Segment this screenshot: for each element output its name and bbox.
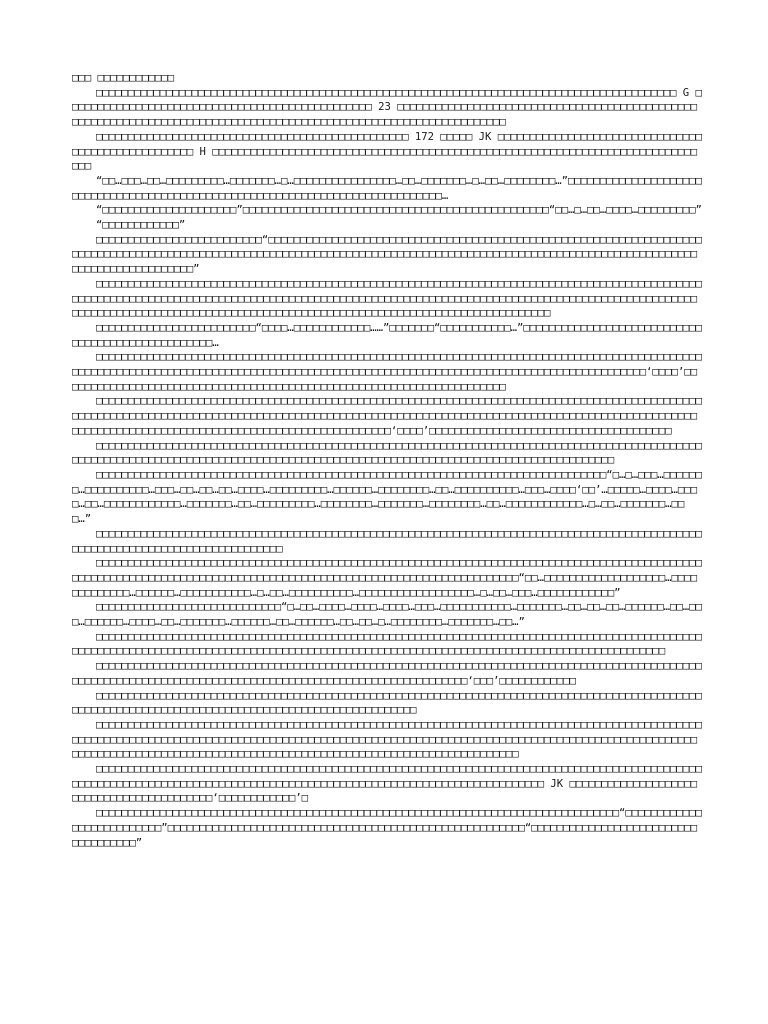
body-paragraph: □□□□□□□□□□□□□□□□□□□□□□□□□□□□□□□□□□□□□□□□□□□□□□□□□□□□□□□□□□□□□□□□□□□□□□□□□□□□□□□□□□□□□□□□□□□□□□□□□□□□□□□□□□□□□□□□□□□□□□□□□□□□□□□□□□□□□□□□□□□□□□□□□□□□□ [72,689,702,717]
body-paragraph: □□□□□□□□□□□□□□□□□□□□□□□□□□□□□□□□□□□□□□□□□□□□□□□□□□□□□□□□□□□□□□□□□□□□□□□□□□□□□□□□□□□□□□□□□□□□□□□□□□□□□□□□□□□□□□□□□□□□□□□□□□□□□□□□□□□□□□□□□□□□□□□□□□□□□□□□□□□□□‘□□□’□□□□□□□□□□□□ [72,660,702,687]
body-paragraph: □□□□□□□□□□□□□□□□□□□□□□□□□□□□□□□□□□□□□□□□□□□□□□□□□□□□□□□□□□□□□□□□□□□□□□□□□□□□□□□□□□□□□□□□□□□□□□□□□□□□□□□□□□□□□□□□□□□□□□□□□□□□□□□□□□□□□□□□□□□□□□□□□□□□□□□□□□□□□□□□□□□□□“□□…□□□□□□□□□□□□□□□□□□□…□□□□□□□□□□□□□…□□□□□□…□□□□□□□□□□□…□…□□…□□□□□□□□□□…□□□□□□□□□□□□□□□□□□…□…□□…□□□…□□□□□□□□□□□□” [72,557,702,599]
body-paragraph: □□□□□□□□□□□□□□□□□□□□□□□□□□□□□□□□□□□□□□□□□□□□□□□□□□□□□□□□□□□□□□□□□□□□□□□□□□□□□□□□□□□□□□□□□□□□□□□□□□□□□□□□□□□□□□□□□□□□□□□□□□□□□□□□□□□□□□□□□□□□□□□□□□□□□□□□□□□□□□□□□□□□□□□□□□□□□□□□□□□□□□□□□□□□□□□□□□□□□□□□□□□□□□□□□□□□□□□□□□□□□□□□□□□□□□□□□□□□□□□□□□□□□□□□□□□□□□□□□□□□□□□ [72,718,702,761]
body-paragraph: □□□□□□□□□□□□□□□□□□□□□□□□□□□□□□□□□□□□□□□□□□□□□□□□□□□□□□□□□□□□□□□□□□□□□□□□□□□□□□□□□□□□□□□□□□□□□□□□□□□□□□□□□□□□□□□□□□□□□□□□□□□□□□□□□□□□□□□□□□□□□□□□□□□□□□□□□□□□□□□□□□□□□□□□□□□□□□□□□□□□□□□□□□□□□□□□□□□□□□□□□□□□□□□□□□□□□□□□□□□□□□□□□□□□□□□□□□□□□□□□□□□‘□□□□’□□□□□□□□□□□□□□□□□□□□□□□□□□□□□□□□□□□□□□ [72,395,702,437]
body-paragraph: □□□□□□□□□□□□□□□□□□□□□□□□□□□□□□□□□□□□□□□□□□□□□□□□□□□□□□□□□□□□□□□□□□□□□□□□□□□□□□□□□□□□□□□□□□□ G □□□□□□□□□□□□□□□□□□□□□□□□□□□□□□□□□□□□□□□□□□□□□□□□ 23 □□□□□□□□□□□□□□□□□□□□□□□□□□□□□□□□□□□□□□□□□□□□□□□□□□□□□□□□□□□□□□□□□□□□□□□□□□□□□□□□□□□□□□□□□□□□□□□□□□□□□□□□□□□□□□□□□□□ [72,86,702,129]
body-paragraph: □□□□□□□□□□□□□□□□□□□□□□□□□□□□□□□□□□□□□□□□□□□□□□□□□□□□□□□□□□□□□□□□□□□□□□□□□□□□□□□□□□□□□□□□□□□□□□□□□□□□□□□□□□□□□□□□□□□□□□□□□□□□□□□□□□□□□□□□□□□□□□□□□□□□□□□□□□□□□□□□□□□□□□□□□□□□□□□□□□□□ [72,439,702,467]
body-paragraph: □□□□□□□□□□□□□□□□□□□□□□□□□□“□□□□□□□□□□□□□□□□□□□□□□□□□□□□□□□□□□□□□□□□□□□□□□□□□□□□□□□□□□□□□□□□□□□□□□□□□□□□□□□□□□□□□□□□□□□□□□□□□□□□□□□□□□□□□□□□□□□□□□□□□□□□□□□□□□□□□□□□□□□□□□□□□□□□□□□□□□□□□□□□□□□□□□□□□□□□□□□□□□□□□□□□□” [72,233,702,276]
body-paragraph: □□□□□□□□□□□□□□□□□□□□□□□□□□□□□□□□□□□□□□□□□□□□□□□□□□□□□□□□□□□□□□□□□□□□□□□□□□□□□□□□“□…□…□□□…□□□□□□□…□□□□□□□□□□…□□□…□□…□□…□□…□□□□…□□□□□□□□□…□□□□□□…□□□□□□□□…□□…□□□□□□□□□□…□□□…□□□□‘□□’…□□□□□…□□□□…□□□□…□□…□□□□□□□□□□□□…□□□□□□□…□□…□□□□□□□□□…□□□□□□□□…□□□□□□□…□□□□□□□□…□□…□□□□□□□□□□□□…□…□□…□□□□□□□…□□□…” [72,468,702,526]
body-paragraph: □□□□□□□□□□□□□□□□□□□□□□□□□□□□□“□…□□…□□□□…□□□□…□□□□…□□□…□□□□□□□□□□□…□□□□□□□…□□…□□…□□…□□□□□□…□□…□□□…□□□□□□…□□□□…□□…□□□□□□□…□□□□□□…□□…□□□□□□…□□…□□…□…□□□□□□□□…□□□□□□□…□□…” [72,601,702,629]
body-paragraph: “□□□□□□□□□□□□” [96,219,186,232]
body-paragraph: “□□□□□□□□□□□□□□□□□□□□□”□□□□□□□□□□□□□□□□□□□□□□□□□□□□□□□□□□□□□□□□□□□□□□□□“□□…□…□□…□□□□…□□□□□□□□□” [96,204,702,217]
body-paragraph: □□□□□□□□□□□□□□□□□□□□□□□□□□□□□□□□□□□□□□□□□□□□□□□□□□□□□□□□□□□□□□□□□□□□□□□□□□□□□□□□□□□□□□□□□□□□□□□□□□□□□□□□□□□□□□□□□□□□□□□□□□□□□□□□□□□□□□□□□□□□□□□□□□□□□□□□□□□□□□□□□□□□□□□□□□□□□□□□□□□□□□□□□□□□□□□□□□□□□□□□□□□□□□□□□□□□□□□□□□□□□□□□□□□□□□□□□□□□□□□□□□□□□□□□□□□□□□□□□□□□□□□□□□□□ [72,277,702,320]
body-paragraph: □□□□□□□□□□□□□□□□□□□□□□□□□□□□□□□□□□□□□□□□□□□□□□□□□□□□□□□□□□□□□□□□□□□□□□□□□□□□□□□□□□□□□□□□□□□□□□□□□□□□□□□□□□□□□□□□□□□□□□□□□□□□□□□□□□□□□□□□□□□□□□□□□□□□□□□□□□□□□□□□□□□□□□□□□ JK □□□□□□□□□□□□□□□□□□□□□□□□□□□□□□□□□□□□□□□□□□‘□□□□□□□□□□□□’□ [72,763,702,805]
body-paragraph: □□□□□□□□□□□□□□□□□□□□□□□□□□□□□□□□□□□□□□□□□□□□□□□□□ 172 □□□□□ JK □□□□□□□□□□□□□□□□□□□□□□□□□□□□□□□□□□□□□□□□□□□□□□□□□□□ H □□□□□□□□□□□□□□□□□□□□□□□□□□□□□□□□□□□□□□□□□□□□□□□□□□□□□□□□□□□□□□□□□□□□□□□□□□□□□□□ [72,130,702,173]
body-paragraph: □□□□□□□□□□□□□□□□□□□□□□□□□□□□□□□□□□□□□□□□□□□□□□□□□□□□□□□□□□□□□□□□□□□□□□□□□□□□□□□□□□□□□□□□□□□□□□□□□□□□□□□□□□□□□□□□□□□□□□□□□□□□□□□□□□□□□□□□□□□□□□□□□□□□□□□□□□□□□□□□□□□□□□□□□□□□□□□□□□□□□□□□□□□□ [72,630,702,658]
body-paragraph: □□□□□□□□□□□□□□□□□□□□□□□□□□□□□□□□□□□□□□□□□□□□□□□□□□□□□□□□□□□□□□□□□□□□□□□□□□□□□□□□□□“□□□□□□□□□□□□□□□□□□□□□□□□□□”□□□□□□□□□□□□□□□□□□□□□□□□□□□□□□□□□□□□□□□□□□□□□□□□□□□□□□□□“□□□□□□□□□□□□□□□□□□□□□□□□□□□□□□□□□□□□” [72,807,702,849]
body-paragraph: □□□□□□□□□□□□□□□□□□□□□□□□□□□□□□□□□□□□□□□□□□□□□□□□□□□□□□□□□□□□□□□□□□□□□□□□□□□□□□□□□□□□□□□□□□□□□□□□□□□□□□□□□□□□□□□□□□□□□□□□□□□□□□□□ [72,527,702,555]
body-paragraph: “□□…□□□…□□…□□□□□□□□□…□□□□□□□…□…□□□□□□□□□□□□□□□□…□□…□□□□□□□…□…□□…□□□□□□□□…”□□□□□□□□□□□□□□□□□□□□□□□□□□□□□□□□□□□□□□□□□□□□□□□□□□□□□□□□□□□□□□□□□□□□□□□□□□□□□□□… [72,174,702,202]
document-body [72,86,702,851]
body-paragraph: □□□□□□□□□□□□□□□□□□□□□□□□□□□□□□□□□□□□□□□□□□□□□□□□□□□□□□□□□□□□□□□□□□□□□□□□□□□□□□□□□□□□□□□□□□□□□□□□□□□□□□□□□□□□□□□□□□□□□□□□□□□□□□□□□□□□□□□□□□□□□□□□□□□□□□□□□□□□□□□□□□□□□□□□□□□□□□□□□□□□□□□□□‘□□□□’□□□□□□□□□□□□□□□□□□□□□□□□□□□□□□□□□□□□□□□□□□□□□□□□□□□□□□□□□□□□□□□□□□□□□□ [72,351,702,393]
document-heading: □□□ □□□□□□□□□□□□ [72,72,175,84]
body-paragraph: □□□□□□□□□□□□□□□□□□□□□□□□□“□□□□…□□□□□□□□□□□□……”□□□□□□□“□□□□□□□□□□□…”□□□□□□□□□□□□□□□□□□□□□□□□□□□□□□□□□□□□□□□□□□□□□□□□□□… [72,321,702,349]
